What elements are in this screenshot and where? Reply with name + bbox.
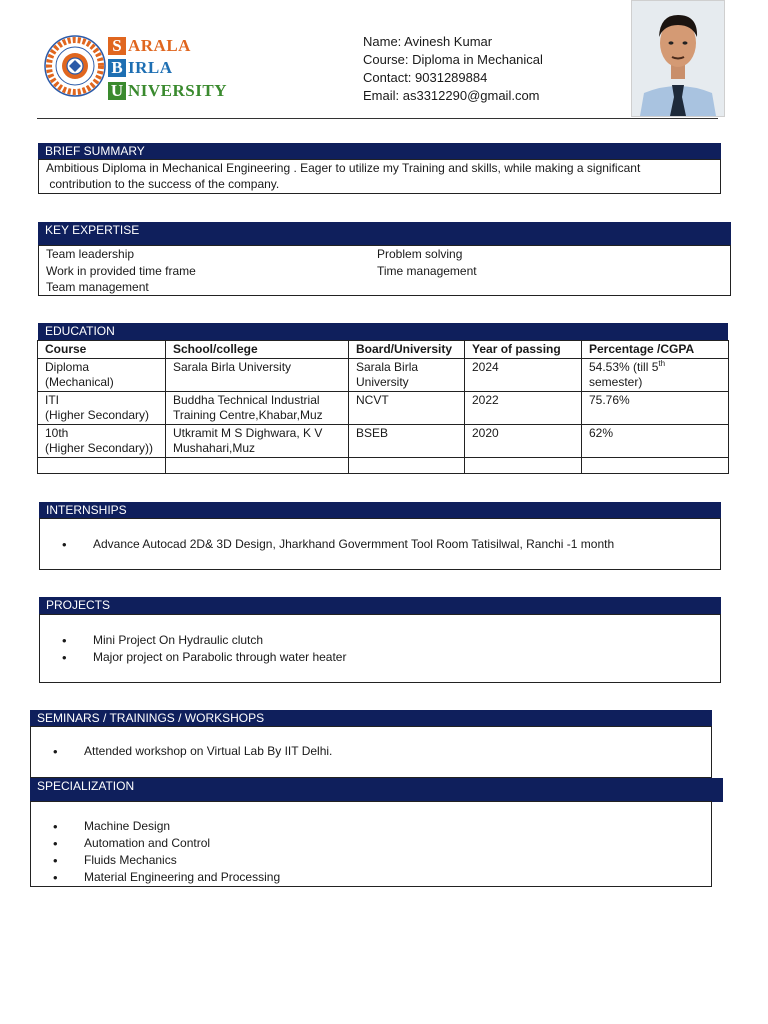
logo-line-2 bbox=[108, 57, 173, 79]
person-portrait-icon bbox=[632, 1, 724, 116]
ordinal-suffix: th bbox=[658, 359, 666, 368]
table-header-row bbox=[38, 341, 729, 359]
logo-word-1: ARALA bbox=[128, 36, 191, 55]
expertise-heading: KEY EXPERTISE bbox=[38, 222, 731, 246]
logo-letter-s: S bbox=[108, 37, 126, 55]
profile-photo bbox=[631, 0, 725, 117]
table-cell bbox=[582, 458, 729, 474]
seminars-heading: SEMINARS / TRAININGS / WORKSHOPS bbox=[30, 710, 712, 727]
table-cell: 75.76% bbox=[582, 392, 729, 425]
education-heading: EDUCATION bbox=[38, 323, 728, 340]
university-seal-icon bbox=[44, 35, 106, 97]
expertise-item: Time management bbox=[377, 264, 477, 278]
table-cell: Utkramit M S Dighwara, K V Mushahari,Muz bbox=[166, 425, 349, 458]
education-table bbox=[37, 340, 729, 474]
expertise-item: Problem solving bbox=[377, 247, 463, 261]
candidate-email: Email: as3312290@gmail.com bbox=[363, 88, 540, 103]
table-cell: Diploma (Mechanical) bbox=[38, 359, 166, 392]
summary-text-line-1: Ambitious Diploma in Mechanical Engineering . Eager to utilize my Training and skills, while making a significant bbox=[46, 161, 641, 175]
diploma-semester: semester) bbox=[589, 375, 643, 389]
table-cell: 62% bbox=[582, 425, 729, 458]
logo-letter-b: B bbox=[108, 59, 126, 77]
list-item: • Automation and Control bbox=[53, 835, 280, 852]
contact-block bbox=[363, 33, 543, 105]
list-item: • Mini Project On Hydraulic clutch bbox=[62, 632, 346, 649]
expertise-item: Work in provided time frame bbox=[46, 264, 196, 278]
logo-letter-u: U bbox=[108, 82, 126, 100]
header-divider bbox=[37, 118, 718, 119]
logo-line-3 bbox=[108, 80, 227, 102]
table-cell bbox=[349, 458, 465, 474]
internships-heading: INTERNSHIPS bbox=[39, 502, 721, 519]
summary-text-line-2: contribution to the success of the company. bbox=[46, 177, 280, 191]
table-cell: Buddha Technical Industrial Training Centre,Khabar,Muz bbox=[166, 392, 349, 425]
list-item: • Material Engineering and Processing bbox=[53, 869, 280, 886]
logo-line-1 bbox=[108, 35, 191, 57]
candidate-phone: Contact: 9031289884 bbox=[363, 70, 488, 85]
table-cell: 2022 bbox=[465, 392, 582, 425]
list-item: • Machine Design bbox=[53, 818, 280, 835]
list-item: • Advance Autocad 2D& 3D Design, Jharkhand Govermment Tool Room Tatisilwal, Ranchi -1 month bbox=[62, 536, 614, 553]
logo-word-3: NIVERSITY bbox=[128, 81, 227, 100]
diploma-percentage: 54.53% (till 5 bbox=[589, 360, 659, 374]
expertise-item: Team management bbox=[46, 280, 149, 294]
seminars-list bbox=[53, 743, 332, 760]
table-cell: Sarala Birla University bbox=[166, 359, 349, 392]
logo-word-2: IRLA bbox=[128, 58, 173, 77]
list-item: • Major project on Parabolic through water heater bbox=[62, 649, 346, 666]
table-cell bbox=[582, 359, 729, 392]
table-cell: NCVT bbox=[349, 392, 465, 425]
list-item: • Attended workshop on Virtual Lab By IIT Delhi. bbox=[53, 743, 332, 760]
column-header: School/college bbox=[166, 341, 349, 359]
column-header: Percentage /CGPA bbox=[582, 341, 729, 359]
column-header: Course bbox=[38, 341, 166, 359]
expertise-item: Team leadership bbox=[46, 247, 135, 261]
projects-heading: PROJECTS bbox=[39, 597, 721, 614]
candidate-name: Name: Avinesh Kumar bbox=[363, 34, 493, 49]
table-cell: BSEB bbox=[349, 425, 465, 458]
candidate-course: Course: Diploma in Mechanical bbox=[363, 52, 543, 67]
table-cell: Sarala Birla University bbox=[349, 359, 465, 392]
table-cell: 10th (Higher Secondary)) bbox=[38, 425, 166, 458]
projects-list bbox=[62, 632, 346, 666]
column-header: Year of passing bbox=[465, 341, 582, 359]
table-row bbox=[38, 392, 729, 425]
table-row bbox=[38, 359, 729, 392]
university-logo bbox=[44, 33, 244, 105]
table-row-empty bbox=[38, 458, 729, 474]
table-cell bbox=[38, 458, 166, 474]
list-item: • Fluids Mechanics bbox=[53, 852, 280, 869]
specialization-heading: SPECIALIZATION bbox=[30, 778, 723, 802]
table-row bbox=[38, 425, 729, 458]
table-cell bbox=[465, 458, 582, 474]
table-cell: 2024 bbox=[465, 359, 582, 392]
summary-heading: BRIEF SUMMARY bbox=[38, 143, 721, 160]
column-header: Board/University bbox=[349, 341, 465, 359]
internships-list bbox=[62, 536, 614, 553]
table-cell: ITI (Higher Secondary) bbox=[38, 392, 166, 425]
table-cell: 2020 bbox=[465, 425, 582, 458]
table-cell bbox=[166, 458, 349, 474]
specialization-list bbox=[53, 818, 280, 886]
